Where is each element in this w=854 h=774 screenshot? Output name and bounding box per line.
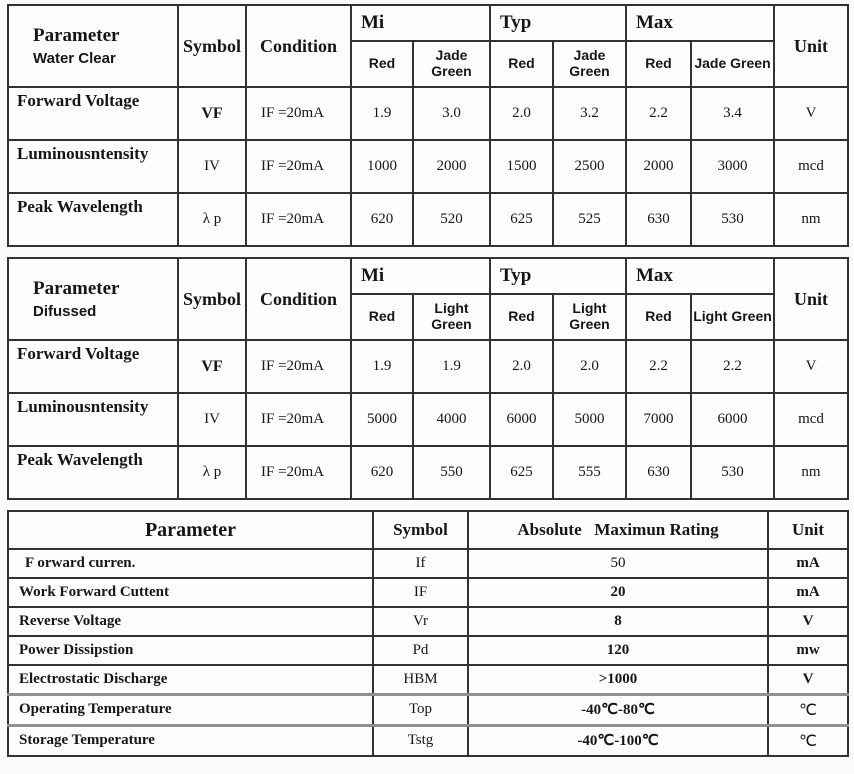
value-cell: 625 [490, 446, 553, 499]
condition-cell: IF =20mA [246, 87, 351, 140]
symbol-header: Symbol [178, 5, 246, 87]
value-cell: 550 [413, 446, 490, 499]
symbol-cell: HBM [373, 665, 468, 694]
parameter-header-cell [8, 5, 178, 87]
value-cell: 2.0 [490, 87, 553, 140]
unit-cell: nm [774, 193, 848, 246]
row-label: Power Dissipstion [8, 636, 373, 665]
symbol-header: Symbol [373, 511, 468, 549]
unit-cell: mA [768, 578, 848, 607]
rating-cell: 50 [468, 549, 768, 578]
condition-cell: IF =20mA [246, 193, 351, 246]
subcol-header: Jade Green [413, 41, 490, 87]
condition-header: Condition [246, 5, 351, 87]
rating-cell: 20 [468, 578, 768, 607]
table-gap [7, 500, 847, 510]
subcol-header: Jade Green [691, 41, 774, 87]
typ-group-header: Typ [490, 258, 626, 294]
value-cell: 4000 [413, 393, 490, 446]
subcol-header: Red [490, 41, 553, 87]
symbol-cell: Tstg [373, 725, 468, 756]
subcol-header: Red [351, 294, 413, 340]
row-label: F orward curren. [8, 549, 373, 578]
unit-cell: mcd [774, 393, 848, 446]
unit-cell: V [774, 340, 848, 393]
subcol-header: Light Green [691, 294, 774, 340]
unit-cell: V [768, 607, 848, 636]
subcol-header: Red [626, 294, 691, 340]
row-label: Work Forward Cuttent [8, 578, 373, 607]
subcol-header: Red [626, 41, 691, 87]
variant-label: Difussed [33, 303, 97, 320]
row-label: Luminousntensity [8, 140, 178, 193]
value-cell: 555 [553, 446, 626, 499]
value-cell: 620 [351, 446, 413, 499]
value-cell: 525 [553, 193, 626, 246]
symbol-cell: Pd [373, 636, 468, 665]
symbol-cell: IV [178, 140, 246, 193]
value-cell: 2.0 [490, 340, 553, 393]
value-cell: 1500 [490, 140, 553, 193]
value-cell: 1.9 [351, 340, 413, 393]
parameter-header: Parameter [8, 511, 373, 549]
condition-cell: IF =20mA [246, 446, 351, 499]
condition-cell: IF =20mA [246, 340, 351, 393]
symbol-cell: λ p [178, 446, 246, 499]
value-cell: 1.9 [413, 340, 490, 393]
value-cell: 2.0 [553, 340, 626, 393]
row-label: Storage Temperature [8, 725, 373, 756]
table-gap [7, 247, 847, 257]
row-label: Luminousntensity [8, 393, 178, 446]
unit-cell: V [774, 87, 848, 140]
symbol-cell: VF [178, 87, 246, 140]
symbol-cell: Vr [373, 607, 468, 636]
rating-cell: -40℃-80℃ [468, 694, 768, 725]
unit-header: Unit [774, 5, 848, 87]
value-cell: 5000 [351, 393, 413, 446]
row-label: Peak Wavelength [8, 446, 178, 499]
value-cell: 6000 [691, 393, 774, 446]
value-cell: 625 [490, 193, 553, 246]
absolute-ratings-table [7, 510, 849, 757]
symbol-header: Symbol [178, 258, 246, 340]
symbol-cell: IF [373, 578, 468, 607]
value-cell: 3.2 [553, 87, 626, 140]
min-group-header: Mi [351, 5, 490, 41]
unit-header: Unit [774, 258, 848, 340]
value-cell: 630 [626, 193, 691, 246]
rating-cell: >1000 [468, 665, 768, 694]
unit-header: Unit [768, 511, 848, 549]
value-cell: 7000 [626, 393, 691, 446]
value-cell: 3.0 [413, 87, 490, 140]
subcol-header: Jade Green [553, 41, 626, 87]
value-cell: 1.9 [351, 87, 413, 140]
row-label: Electrostatic Discharge [8, 665, 373, 694]
value-cell: 2.2 [626, 87, 691, 140]
unit-cell: ℃ [768, 694, 848, 725]
value-cell: 6000 [490, 393, 553, 446]
value-cell: 5000 [553, 393, 626, 446]
diffused-spec-table [7, 257, 849, 500]
condition-header: Condition [246, 258, 351, 340]
unit-cell: nm [774, 446, 848, 499]
unit-cell: ℃ [768, 725, 848, 756]
water-clear-spec-table [7, 4, 849, 247]
subcol-header: Light Green [553, 294, 626, 340]
condition-cell: IF =20mA [246, 140, 351, 193]
rating-cell: 8 [468, 607, 768, 636]
parameter-header: Parameter [33, 278, 120, 299]
symbol-cell: VF [178, 340, 246, 393]
symbol-cell: IV [178, 393, 246, 446]
typ-group-header: Typ [490, 5, 626, 41]
value-cell: 2000 [626, 140, 691, 193]
row-label: Operating Temperature [8, 694, 373, 725]
row-label: Forward Voltage [8, 340, 178, 393]
unit-cell: mw [768, 636, 848, 665]
value-cell: 530 [691, 193, 774, 246]
condition-cell: IF =20mA [246, 393, 351, 446]
parameter-header: Parameter [33, 25, 120, 46]
value-cell: 620 [351, 193, 413, 246]
value-cell: 2000 [413, 140, 490, 193]
row-label: Forward Voltage [8, 87, 178, 140]
subcol-header: Light Green [413, 294, 490, 340]
unit-cell: V [768, 665, 848, 694]
unit-cell: mcd [774, 140, 848, 193]
value-cell: 2.2 [691, 340, 774, 393]
symbol-cell: λ p [178, 193, 246, 246]
parameter-header-cell [8, 258, 178, 340]
row-label: Peak Wavelength [8, 193, 178, 246]
variant-label: Water Clear [33, 50, 116, 67]
symbol-cell: Top [373, 694, 468, 725]
value-cell: 1000 [351, 140, 413, 193]
value-cell: 530 [691, 446, 774, 499]
max-group-header: Max [626, 258, 774, 294]
max-group-header: Max [626, 5, 774, 41]
rating-cell: 120 [468, 636, 768, 665]
subcol-header: Red [351, 41, 413, 87]
value-cell: 2500 [553, 140, 626, 193]
min-group-header: Mi [351, 258, 490, 294]
rating-cell: -40℃-100℃ [468, 725, 768, 756]
row-label: Reverse Voltage [8, 607, 373, 636]
rating-header: Absolute Maximun Rating [468, 511, 768, 549]
value-cell: 2.2 [626, 340, 691, 393]
subcol-header: Red [490, 294, 553, 340]
symbol-cell: If [373, 549, 468, 578]
value-cell: 520 [413, 193, 490, 246]
value-cell: 630 [626, 446, 691, 499]
unit-cell: mA [768, 549, 848, 578]
value-cell: 3.4 [691, 87, 774, 140]
value-cell: 3000 [691, 140, 774, 193]
